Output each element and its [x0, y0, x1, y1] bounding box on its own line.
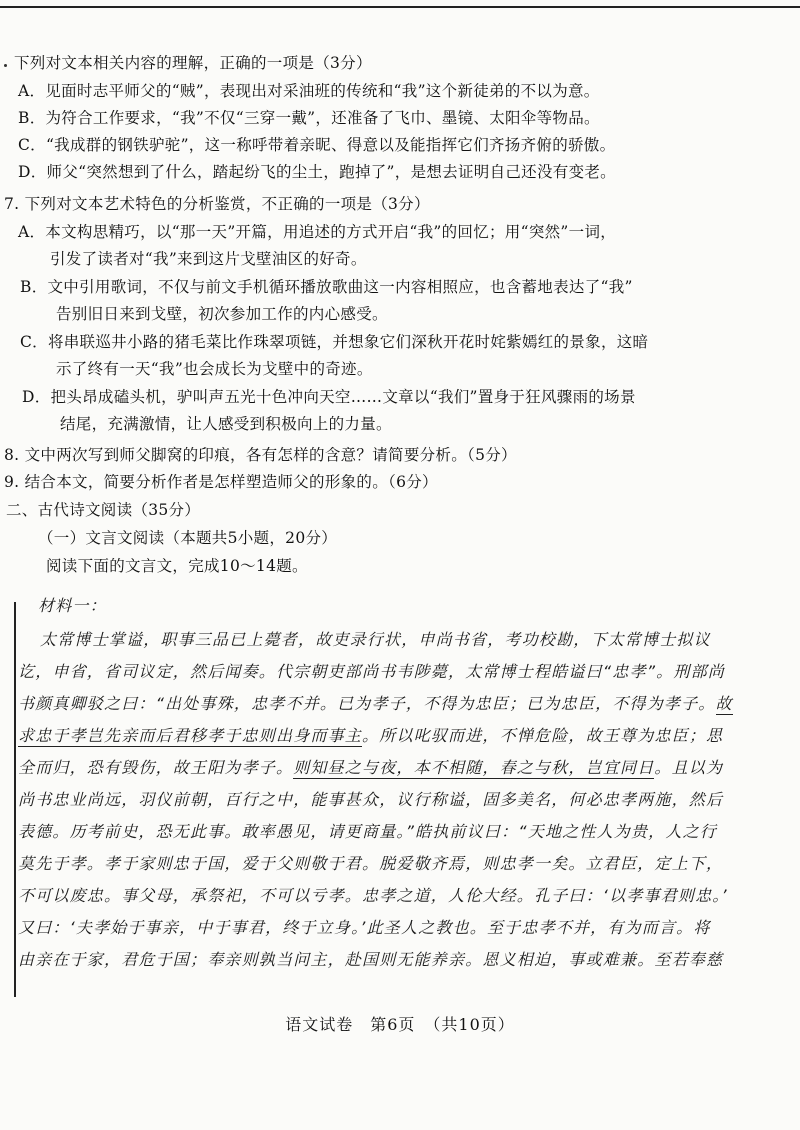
passage-underlined-sentence-1: 求忠于孝岂先亲而后君移孝于忠则出身而事主 [18, 726, 363, 745]
material-label: 材料一： [38, 596, 107, 615]
top-border-line [0, 6, 800, 8]
passage-line-5 [18, 756, 723, 780]
q6-option-b: B．为符合工作要求，“我”不仅“三穿一戴”，还准备了飞巾、墨镜、太阳伞等物品。 [18, 109, 600, 127]
page-footer: 语文试卷 第6页 （共10页） [285, 1015, 515, 1034]
q6-option-a: A．见面时志平师父的“贼”，表现出对采油班的传统和“我”这个新徒弟的不以为意。 [18, 82, 600, 100]
passage-line-2: 讫，申省，省司议定，然后闻奏。代宗朝吏部尚书韦陟薨，太常博士程皓谥曰“忠孝”。刑部尚 [18, 662, 725, 681]
passage-line-10: 又曰：‘夫孝始于事亲，中于事君，终于立身。’此圣人之教也。至于忠孝不并，有为而言。将 [18, 918, 711, 937]
q7-option-d-line1: D．把头昂成磕头机，驴叫声五光十色冲向天空……文章以“我们”置身于狂风骤雨的场景 [22, 388, 636, 406]
q7-option-b-line1: B．文中引用歌词，不仅与前文手机循环播放歌曲这一内容相照应，也含蓄地表达了“我” [20, 278, 633, 296]
section2-subtitle: （一）文言文阅读（本题共5小题，20分） [38, 529, 338, 547]
passage-line-9: 不可以废忠。事父母，承祭祀，不可以亏孝。忠孝之道，人伦大经。孔子曰：‘以孝事君则忠。’ [18, 886, 728, 905]
section2-title: 二、古代诗文阅读（35分） [6, 501, 201, 519]
passage-line-3 [18, 692, 733, 716]
passage-line-8: 莫先于孝。孝于家则忠于国，爱于父则敬于君。脱爱敬齐焉，则忠孝一矣。立君臣，定上下， [18, 854, 724, 873]
scan-mark [4, 64, 7, 67]
passage-line-6: 尚书忠业尚远，羽仪前朝，百行之中，能事甚众，议行称谥，固多美名，何必忠孝两施，然后 [18, 790, 724, 809]
passage-underlined-sentence-2: 则知昼之与夜，本不相随，春之与秋，岂宜同日 [293, 758, 655, 777]
q7-stem: 7. 下列对文本艺术特色的分析鉴赏，不正确的一项是（3分） [4, 195, 430, 213]
passage-line-3-underlined: 故 [715, 694, 733, 713]
q7-option-d-line2: 结尾，充满激情，让人感受到积极向上的力量。 [60, 415, 392, 433]
q6-option-c: C．“我成群的钢铁驴驼”，这一称呼带着亲昵、得意以及能指挥它们齐扬齐俯的骄傲。 [18, 136, 616, 154]
q7-option-c-line2: 示了终有一天“我”也会成长为戈壁中的奇迹。 [56, 360, 373, 378]
passage-line-4-rest: 。所以叱驭而进，不惮危险，故王尊为忠臣；思 [362, 726, 724, 745]
passage-line-3-text: 书颜真卿驳之曰：“出处事殊，忠孝不并。已为孝子，不得为忠臣；已为忠臣，不得为孝子。 [18, 694, 716, 713]
section2-instruction: 阅读下面的文言文，完成10～14题。 [46, 557, 308, 575]
q8-stem: 8. 文中两次写到师父脚窝的印痕，各有怎样的含意？请简要分析。（5分） [4, 446, 517, 464]
passage-line-5-end: 。且以为 [654, 758, 724, 777]
q6-option-d: D．师父“突然想到了什么，踏起纷飞的尘土，跑掉了”，是想去证明自己还没有变老。 [18, 163, 616, 181]
q7-option-b-line2: 告别旧日来到戈壁，初次参加工作的内心感受。 [56, 305, 388, 323]
passage-margin-line [14, 602, 16, 997]
q9-stem: 9. 结合本文，简要分析作者是怎样塑造师父的形象的。（6分） [4, 473, 438, 491]
passage-line-4 [18, 724, 723, 748]
passage-line-1: 太常博士掌谥，职事三品已上薨者，故吏录行状，申尚书省，考功校勘，下太常博士拟议 [40, 630, 711, 649]
q7-option-c-line1: C．将串联巡井小路的猪毛菜比作珠翠项链，并想象它们深秋开花时姹紫嫣红的景象，这暗 [20, 333, 649, 351]
passage-line-7: 表德。历考前史，恐无此事。敢率愚见，请更商量。”皓执前议曰：“天地之性人为贵，人之行 [18, 822, 717, 841]
q7-option-a-line2: 引发了读者对“我”来到这片戈壁油区的好奇。 [50, 250, 367, 268]
passage-line-11: 由亲在于家，君危于国；奉亲则孰当问主，赴国则无能养亲。恩义相迫，事或难兼。至若奉慈 [18, 950, 724, 969]
q7-option-a-line1: A．本文构思精巧，以“那一天”开篇，用追述的方式开启“我”的回忆；用“突然”一词， [18, 223, 617, 241]
q6-stem: 下列对文本相关内容的理解，正确的一项是（3分） [14, 54, 372, 72]
passage-line-5-start: 全而归，恐有毁伤，故王阳为孝子。 [18, 758, 294, 777]
